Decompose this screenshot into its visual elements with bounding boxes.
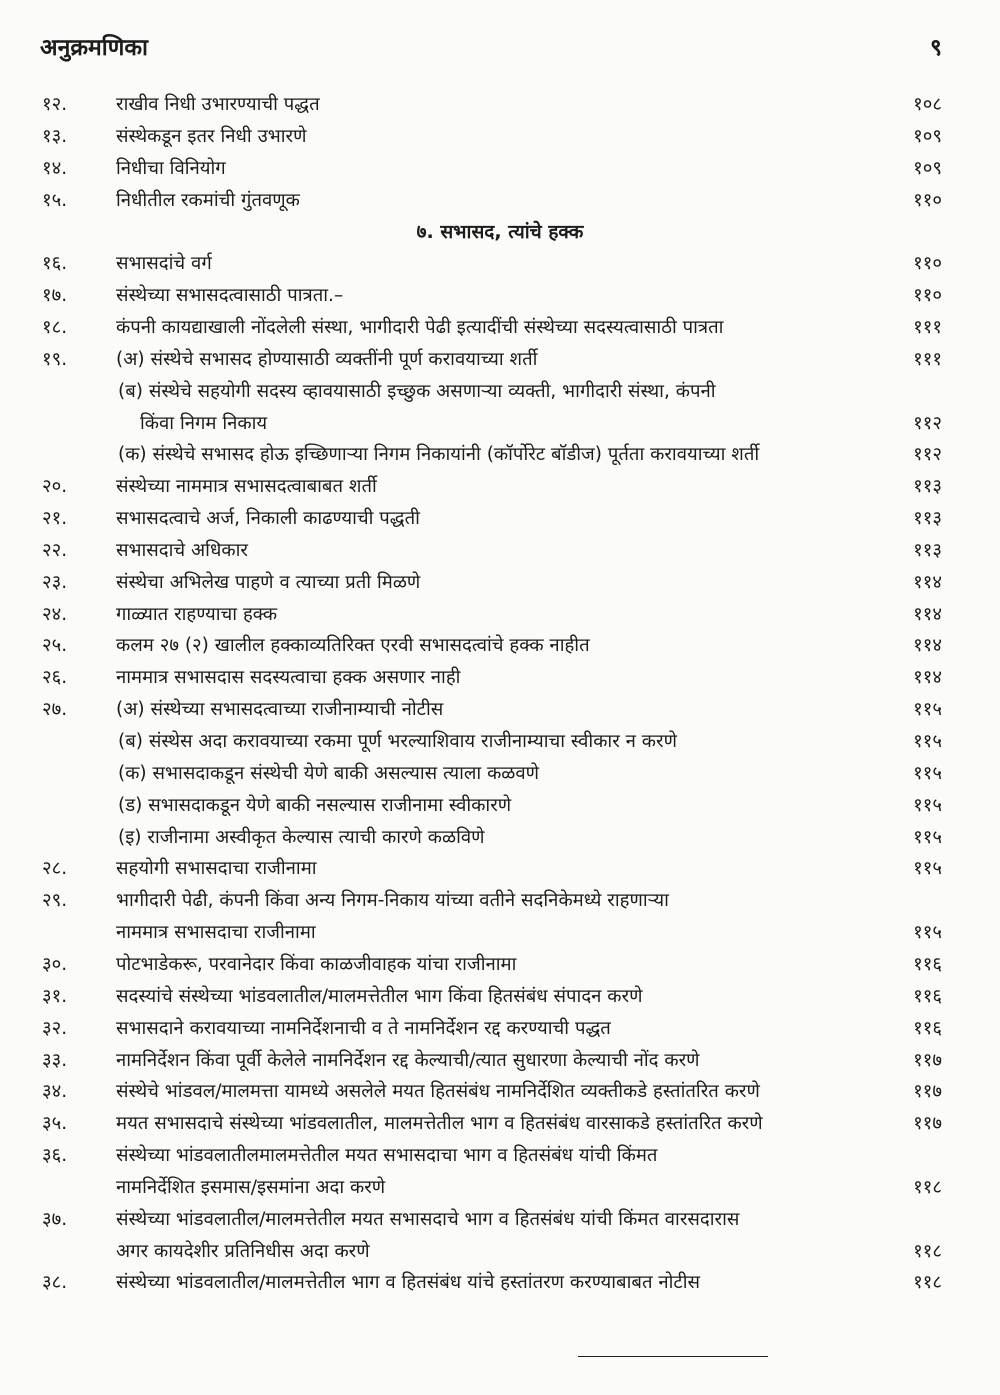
- toc-entry-number: १६.: [42, 253, 68, 274]
- toc-entry-page: ११८: [913, 1241, 942, 1262]
- toc-row: [0, 854, 1000, 884]
- toc-entry-page: ११५: [913, 699, 942, 720]
- toc-entry-title: संस्थेच्या भांडवलातील/मालमत्तेतील भाग व हितसंबंध यांचे हस्तांतरण करण्याबाबत नोटीस: [116, 1272, 701, 1293]
- toc-entry-page: ११७: [913, 1113, 942, 1134]
- toc-row: [0, 440, 1000, 470]
- toc-entry-number: २५.: [42, 635, 68, 656]
- toc-entry-page: ११५: [913, 922, 942, 943]
- toc-row: [0, 1173, 1000, 1203]
- toc-row: [0, 122, 1000, 152]
- toc-row: [0, 1141, 1000, 1171]
- toc-entry-title: पोटभाडेकरू, परवानेदार किंवा काळजीवाहक यांचा राजीनामा: [116, 954, 517, 975]
- toc-entry-page: ११५: [913, 763, 942, 784]
- toc-entry-number: २६.: [42, 667, 68, 688]
- toc-entry-page: ११७: [913, 1050, 942, 1071]
- toc-entry-title: संस्थेच्या सभासदत्वासाठी पात्रता.–: [116, 285, 344, 306]
- toc-entry-page: ११०: [913, 285, 942, 306]
- page-number: ९: [930, 35, 942, 61]
- toc-entry-title: संस्थेच्या नाममात्र सभासदत्वाबाबत शर्ती: [116, 476, 377, 497]
- toc-entry-page: ११८: [913, 1177, 942, 1198]
- toc-entry-number: १५.: [42, 190, 68, 211]
- toc-entry-title: नामनिर्देशित इसमास/इसमांना अदा करणे: [116, 1177, 386, 1198]
- toc-entry-page: ११०: [913, 190, 942, 211]
- toc-row: [0, 631, 1000, 661]
- toc-entry-page: ११३: [913, 476, 942, 497]
- toc-row: [0, 1046, 1000, 1076]
- toc-entry-title: सहयोगी सभासदाचा राजीनामा: [116, 858, 317, 879]
- toc-entry-title: निधीचा विनियोग: [116, 158, 226, 179]
- toc-row: [0, 1205, 1000, 1235]
- toc-entry-page: ११५: [913, 827, 942, 848]
- toc-entry-title: (अ) संस्थेच्या सभासदत्वाच्या राजीनाम्याची नोटीस: [116, 699, 444, 720]
- toc-entry-number: ३७.: [42, 1209, 68, 1230]
- toc-row: [0, 791, 1000, 821]
- toc-entry-title: सभासदत्वाचे अर्ज, निकाली काढण्याची पद्धती: [116, 508, 420, 529]
- toc-row: [0, 536, 1000, 566]
- page-title: अनुक्रमणिका: [40, 35, 148, 61]
- toc-entry-page: ११६: [913, 1018, 942, 1039]
- toc-entry-title: सदस्यांचे संस्थेच्या भांडवलातील/मालमत्तेतील भाग किंवा हितसंबंध संपादन करणे: [116, 986, 643, 1007]
- toc-entry-page: ११४: [913, 667, 942, 688]
- toc-row: [0, 886, 1000, 916]
- toc-entry-number: २२.: [42, 540, 68, 561]
- toc-row: [0, 472, 1000, 502]
- toc-entry-page: ११५: [913, 795, 942, 816]
- toc-entry-number: २८.: [42, 858, 68, 879]
- toc-row: [0, 345, 1000, 375]
- toc-row: [0, 377, 1000, 407]
- toc-row: [0, 409, 1000, 439]
- toc-entry-number: ३५.: [42, 1113, 68, 1134]
- toc-entry-page: १११: [913, 349, 942, 370]
- toc-row: [0, 600, 1000, 630]
- toc-entry-number: २०.: [42, 476, 68, 497]
- toc-entry-title: संस्थेचा अभिलेख पाहणे व त्याच्या प्रती मिळणे: [116, 572, 421, 593]
- toc-entry-page: ११२: [913, 413, 942, 434]
- toc-row: [0, 186, 1000, 216]
- toc-entry-page: १०९: [913, 158, 942, 179]
- toc-entry-title: मयत सभासदाचे संस्थेच्या भांडवलातील, मालमत्तेतील भाग व हितसंबंध वारसाकडे हस्तांतरित करणे: [116, 1113, 763, 1134]
- page-header: [40, 30, 942, 70]
- toc-entry-number: ३३.: [42, 1050, 68, 1071]
- toc-row: [0, 1109, 1000, 1139]
- toc-row: [0, 950, 1000, 980]
- toc-entry-page: १०९: [913, 126, 942, 147]
- toc-row: [0, 504, 1000, 534]
- toc-entry-number: १२.: [42, 94, 68, 115]
- toc-entry-number: ३६.: [42, 1145, 68, 1166]
- toc-entry-page: ११३: [913, 508, 942, 529]
- toc-entry-title: राखीव निधी उभारण्याची पद्धत: [116, 94, 320, 115]
- toc-entry-title: सभासदाचे अधिकार: [116, 540, 248, 561]
- toc-entry-title: निधीतील रकमांची गुंतवणूक: [116, 190, 300, 211]
- toc-row: [0, 568, 1000, 598]
- toc-entry-title: नाममात्र सभासदास सदस्यत्वाचा हक्क असणार नाही: [116, 667, 461, 688]
- toc-entry-title: (इ) राजीनामा अस्वीकृत केल्यास त्याची कारणे कळविणे: [118, 827, 485, 848]
- toc-entry-number: २१.: [42, 508, 68, 529]
- toc-entry-page: ११५: [913, 731, 942, 752]
- toc-entry-number: १३.: [42, 126, 68, 147]
- toc-entry-number: २७.: [42, 699, 68, 720]
- toc-row: [0, 90, 1000, 120]
- toc-entry-page: १०८: [913, 94, 942, 115]
- toc-entry-title: सभासदांचे वर्ग: [116, 253, 212, 274]
- toc-entry-title: गाळ्यात राहण्याचा हक्क: [116, 604, 278, 625]
- toc-entry-number: २३.: [42, 572, 68, 593]
- toc-row: [0, 1237, 1000, 1267]
- toc-entry-number: २९.: [42, 890, 68, 911]
- toc-row: [0, 281, 1000, 311]
- toc-entry-title: किंवा निगम निकाय: [140, 413, 268, 434]
- end-rule: [578, 1356, 768, 1357]
- toc-entry-title: (अ) संस्थेचे सभासद होण्यासाठी व्यक्तींनी पूर्ण करावयाच्या शर्ती: [116, 349, 538, 370]
- toc-entry-title: संस्थेच्या भांडवलातील/मालमत्तेतील मयत सभासदाचे भाग व हितसंबंध यांची किंमत वारसदारास: [116, 1209, 740, 1230]
- toc-entry-title: नामनिर्देशन किंवा पूर्वी केलेले नामनिर्देशन रद्द केल्याची/त्यात सुधारणा केल्याची नोंद करणे: [116, 1050, 700, 1071]
- toc-row: [0, 1014, 1000, 1044]
- toc-entry-title: (क) संस्थेचे सभासद होऊ इच्छिणाऱ्या निगम निकायांनी (कॉर्पोरेट बॉडीज) पूर्तता करावयाच्या शर्ती: [118, 444, 760, 465]
- toc-entry-page: ११२: [913, 444, 942, 465]
- toc-entry-number: ३२.: [42, 1018, 68, 1039]
- toc-entry-number: ३०.: [42, 954, 68, 975]
- toc-entry-number: १७.: [42, 285, 68, 306]
- toc-row: [0, 695, 1000, 725]
- toc-entry-number: १४.: [42, 158, 68, 179]
- toc-entry-title: कलम २७ (२) खालील हक्काव्यतिरिक्त एरवी सभासदत्वांचे हक्क नाहीत: [116, 635, 590, 656]
- toc-entry-number: १८.: [42, 317, 68, 338]
- toc-entry-page: १११: [913, 317, 942, 338]
- toc-entry-page: ११३: [913, 540, 942, 561]
- toc-entry-title: अगर कायदेशीर प्रतिनिधीस अदा करणे: [116, 1241, 370, 1262]
- toc-entry-number: ३८.: [42, 1272, 68, 1293]
- toc-entry-title: (क) सभासदाकडून संस्थेची येणे बाकी असल्यास त्याला कळवणे: [118, 763, 540, 784]
- toc-row: [0, 982, 1000, 1012]
- toc-row: [0, 823, 1000, 853]
- toc-row: [0, 249, 1000, 279]
- toc-entry-title: (ड) सभासदाकडून येणे बाकी नसल्यास राजीनामा स्वीकारणे: [118, 795, 512, 816]
- toc-entry-page: ११४: [913, 572, 942, 593]
- toc-entry-title: कंपनी कायद्याखाली नोंदलेली संस्था, भागीदारी पेढी इत्यादींची संस्थेच्या सदस्यत्वासाठी पात्रता: [116, 317, 724, 338]
- toc-row: [0, 1268, 1000, 1298]
- toc-row: [0, 759, 1000, 789]
- toc-entry-page: ११४: [913, 635, 942, 656]
- toc-entry-page: ११०: [913, 253, 942, 274]
- toc-entry-title: सभासदाने करावयाच्या नामनिर्देशनाची व ते नामनिर्देशन रद्द करण्याची पद्धत: [116, 1018, 611, 1039]
- toc-row: [0, 918, 1000, 948]
- section-heading: ७. सभासद, त्यांचे हक्क: [416, 221, 584, 243]
- toc-entry-page: ११७: [913, 1081, 942, 1102]
- toc-row: [0, 154, 1000, 184]
- toc-entry-page: ११४: [913, 604, 942, 625]
- toc-row: [0, 663, 1000, 693]
- toc-entry-number: ३४.: [42, 1081, 68, 1102]
- toc-entry-page: ११५: [913, 858, 942, 879]
- toc-entry-title: (ब) संस्थेस अदा करावयाच्या रकमा पूर्ण भरल्याशिवाय राजीनाम्याचा स्वीकार न करणे: [118, 731, 677, 752]
- toc-entry-page: ११६: [913, 954, 942, 975]
- toc-entry-title: संस्थेचे भांडवल/मालमत्ता यामध्ये असलेले मयत हितसंबंध नामनिर्देशित व्यक्तीकडे हस्तांतरित करणे: [116, 1081, 760, 1102]
- toc-entry-page: ११८: [913, 1272, 942, 1293]
- toc-entry-title: संस्थेकडून इतर निधी उभारणे: [116, 126, 307, 147]
- toc-entry-page: ११६: [913, 986, 942, 1007]
- toc-entry-title: नाममात्र सभासदाचा राजीनामा: [116, 922, 316, 943]
- toc-row: [0, 727, 1000, 757]
- toc-entry-title: संस्थेच्या भांडवलातीलमालमत्तेतील मयत सभासदाचा भाग व हितसंबंध यांची किंमत: [116, 1145, 658, 1166]
- toc-entry-number: २४.: [42, 604, 68, 625]
- toc-entry-number: ३१.: [42, 986, 68, 1007]
- toc-row: [0, 1077, 1000, 1107]
- toc-row: [0, 313, 1000, 343]
- toc-entry-title: भागीदारी पेढी, कंपनी किंवा अन्य निगम-निकाय यांच्या वतीने सदनिकेमध्ये राहणाऱ्या: [116, 890, 669, 911]
- toc-entry-title: (ब) संस्थेचे सहयोगी सदस्य व्हावयासाठी इच्छुक असणाऱ्या व्यक्ती, भागीदारी संस्था, कंपनी: [118, 381, 716, 402]
- toc-entry-number: १९.: [42, 349, 68, 370]
